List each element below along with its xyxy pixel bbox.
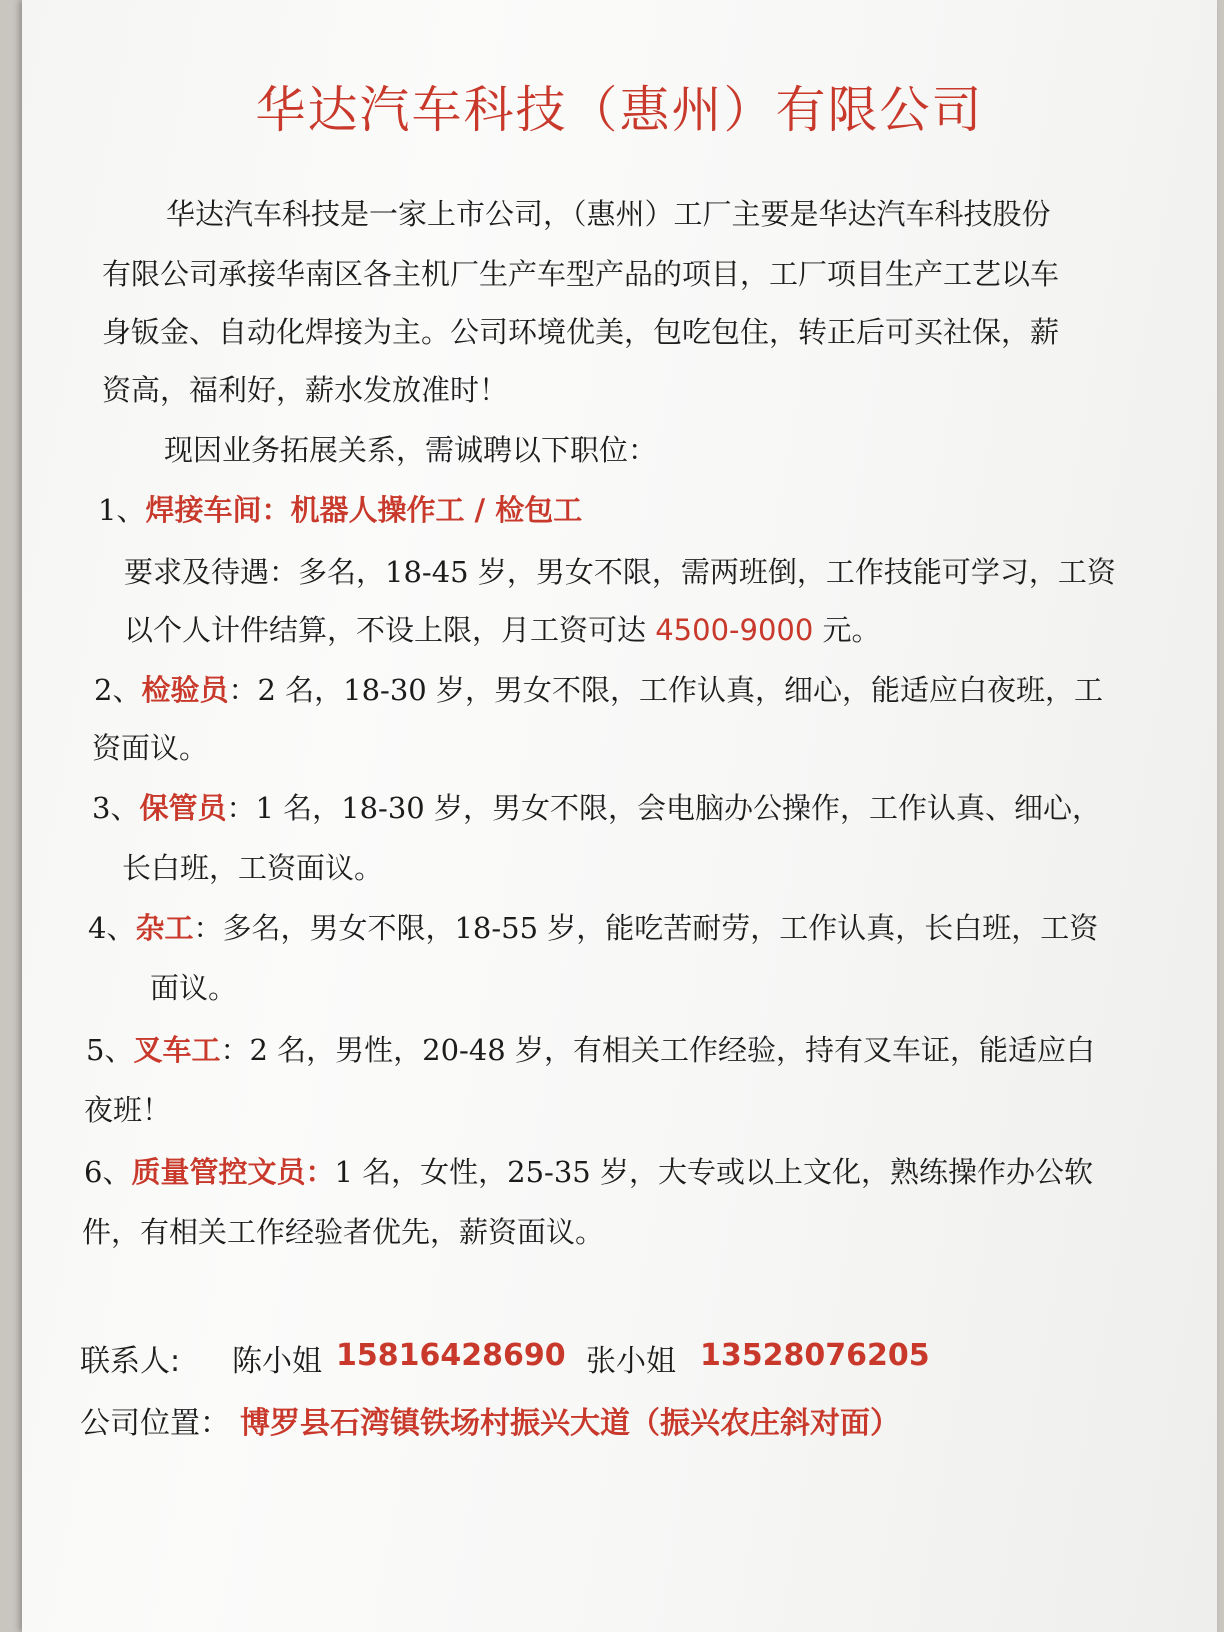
job-3-details: ：1 名，18-30 岁，男女不限，会电脑办公操作，工作认真、细心， <box>226 791 1101 825</box>
recruit-line: 现因业务拓展关系，需诚聘以下职位： <box>164 433 658 467</box>
job-5-details: ：2 名，男性，20-48 岁，有相关工作经验，持有叉车证，能适应白 <box>220 1033 1095 1067</box>
job-2-title: 检验员 <box>141 673 229 707</box>
job-6-line-1 <box>84 1150 1093 1191</box>
location-address: 博罗县石湾镇铁场村振兴大道（振兴农庄斜对面） <box>240 1406 900 1441</box>
job-2-line-2: 资面议。 <box>92 731 209 765</box>
job-2-line-1 <box>94 668 1103 709</box>
intro-line-3: 身钣金、自动化焊接为主。公司环境优美，包吃包住，转正后可买社保，薪 <box>102 315 1060 349</box>
contact-person-1: 陈小姐 <box>232 1344 322 1379</box>
job-4-title: 杂工 <box>135 911 194 945</box>
recruitment-notice-paper <box>22 0 1217 1632</box>
job-1-salary: 4500-9000 <box>655 613 814 647</box>
job-3-line-2: 长白班，工资面议。 <box>122 851 384 885</box>
job-2-number: 2、 <box>94 673 142 707</box>
contact-phone-2: 13528076205 <box>700 1338 930 1373</box>
job-2-details: ：2 名，18-30 岁，男女不限，工作认真，细心，能适应白夜班，工 <box>228 673 1103 707</box>
job-3-number: 3、 <box>92 791 140 825</box>
company-title: 华达汽车科技（惠州）有限公司 <box>255 81 984 139</box>
job-4-line-2: 面议。 <box>150 971 238 1005</box>
job-6-line-2: 件，有相关工作经验者优先，薪资面议。 <box>82 1215 605 1249</box>
location-label: 公司位置： <box>80 1406 230 1441</box>
job-3-line-1 <box>92 786 1101 827</box>
job-1-req-text-b: 元。 <box>813 613 881 647</box>
job-1-requirements-line-1: 要求及待遇：多名，18-45 岁，男女不限，需两班倒，工作技能可学习，工资 <box>124 555 1116 589</box>
job-1-requirements-line-2 <box>124 608 881 649</box>
contact-phone-1: 15816428690 <box>336 1338 566 1373</box>
job-4-number: 4、 <box>88 911 136 945</box>
job-1-number: 1、 <box>98 493 146 527</box>
job-5-title: 叉车工 <box>133 1033 221 1067</box>
job-5-number: 5、 <box>86 1033 134 1067</box>
job-1-heading <box>98 488 582 529</box>
intro-line-2: 有限公司承接华南区各主机厂生产车型产品的项目，工厂项目生产工艺以车 <box>102 257 1060 291</box>
contact-person-2: 张小姐 <box>586 1344 676 1379</box>
job-1-req-text-a: 以个人计件结算，不设上限，月工资可达 <box>124 613 656 647</box>
job-5-line-2: 夜班！ <box>84 1093 172 1127</box>
contact-label: 联系人: <box>80 1344 181 1379</box>
job-4-line-1 <box>88 906 1098 947</box>
intro-line-1: 华达汽车科技是一家上市公司，（惠州）工厂主要是华达汽车科技股份 <box>166 197 1051 231</box>
job-1-title: 焊接车间：机器人操作工 / 检包工 <box>145 493 583 527</box>
intro-line-4: 资高，福利好，薪水发放准时！ <box>102 373 509 407</box>
job-4-details: ：多名，男女不限，18-55 岁，能吃苦耐劳，工作认真，长白班，工资 <box>193 911 1099 945</box>
job-6-title: 质量管控文员： <box>131 1155 335 1189</box>
job-6-details: 1 名，女性，25-35 岁，大专或以上文化，熟练操作办公软 <box>334 1155 1093 1189</box>
job-6-number: 6、 <box>84 1155 132 1189</box>
job-3-title: 保管员 <box>139 791 227 825</box>
job-5-line-1 <box>86 1028 1095 1069</box>
